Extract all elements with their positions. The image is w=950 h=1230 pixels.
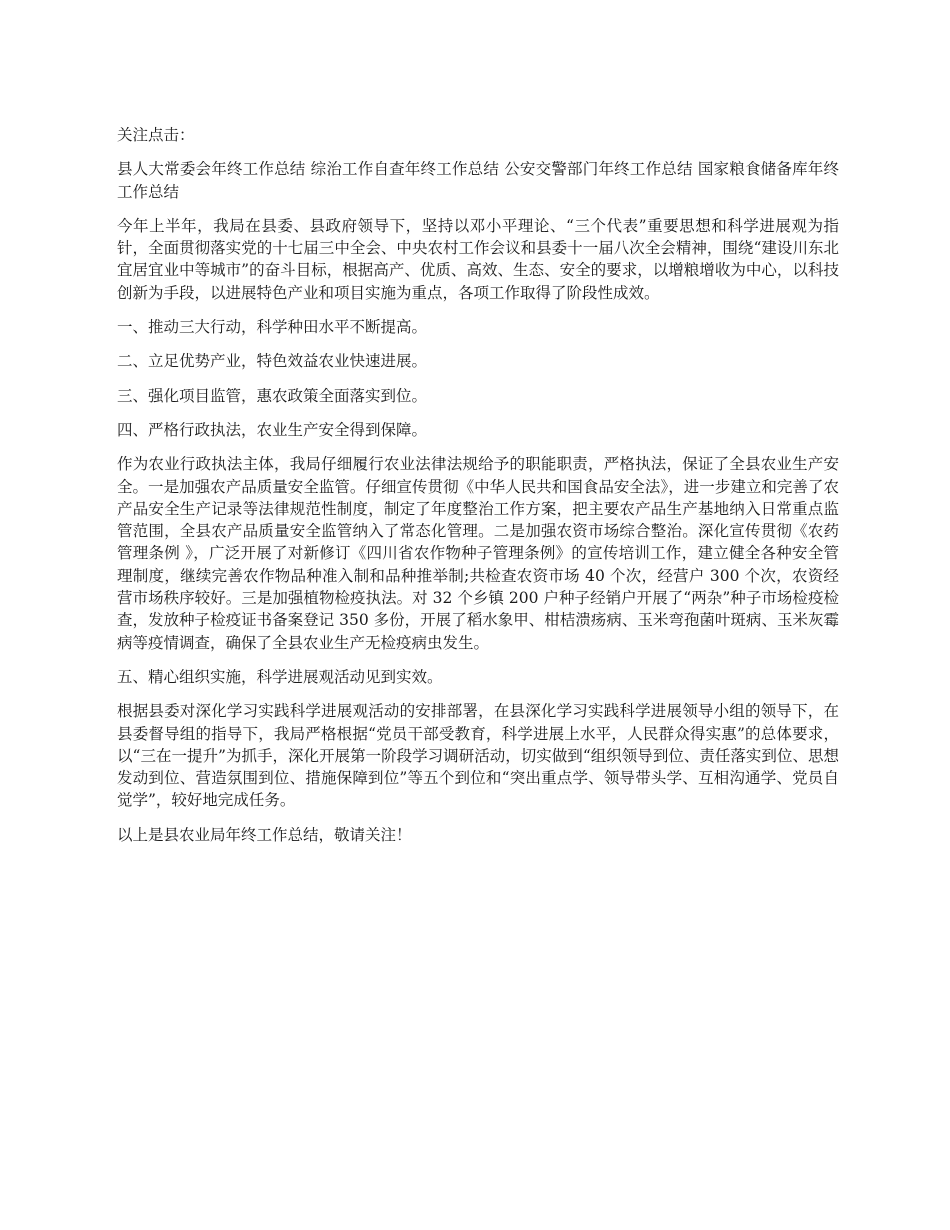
section-heading-2: 二、立足优势产业，特色效益农业快速进展。	[117, 352, 428, 371]
closing-line: 以上是县农业局年终工作总结，敬请关注！	[117, 825, 412, 844]
intro-label: 关注点击：	[117, 126, 195, 144]
section-5-paragraph: 根据县委对深化学习实践科学进展观活动的安排部署，在县深化学习实践科学进展领导小组的领导下，在县委督导组的指导下，我局严格根据“党员干部受教育，科学进展上水平，人民群众得实惠”的总体要求，以“三在一提升”为抓手，深化开展第一阶段学习调研活动，切实做到“组织领导到位、责任落实到位、思想发动到位、营造氛围到位、措施保障到位”等五个到位和“突出重点学、领导带头学、互相沟通学、党员自觉学”，较好地完成任务。	[117, 702, 839, 810]
section-heading-3: 三、强化项目监管，惠农政策全面落实到位。	[117, 386, 428, 405]
section-heading-5: 五、精心组织实施，科学进展观活动见到实效。	[117, 667, 443, 686]
section-4-paragraph: 作为农业行政执法主体，我局仔细履行农业法律法规给予的职能职责，严格执法，保证了全县农业生产安全。一是加强农产品质量安全监管。仔细宣传贯彻《中华人民共和国食品安全法》，进一步建立和完善了农产品安全生产记录等法律规范性制度，制定了年度整治工作方案，把主要农产品生产基地纳入日常重点监管范围，全县农产品质量安全监管纳入了常态化管理。二是加强农资市场综合整治。深化宣传贯彻《农药管理条例 》，广泛开展了对新修订《四川省农作物种子管理条例》的宣传培训工作，建立健全各种安全管理制度，继续完善农作物品种准入制和品种推举制;共检查农资市场 40 个次，经营户 300 个次，农资经营市场秩序较好。三是加强植物检疫执法。对 32 个乡镇 200 户种子经销户开展了“两杂”种子市场检疫检查，发放种子检疫证书备案登记 350 多份，开展了稻水象甲、柑桔溃疡病、玉米弯孢菌叶斑病、玉米灰霉病等疫情调查，确保了全县农业生产无检疫病虫发生。	[117, 455, 839, 652]
section-heading-4: 四、严格行政执法，农业生产安全得到保障。	[117, 420, 428, 439]
document-body	[117, 124, 839, 858]
section-heading-1: 一、推动三大行动，科学种田水平不断提高。	[117, 318, 428, 337]
related-links[interactable]: 县人大常委会年终工作总结 综治工作自查年终工作总结 公安交警部门年终工作总结 国家粮食储备库年终工作总结	[117, 160, 839, 201]
opening-paragraph: 今年上半年，我局在县委、县政府领导下，坚持以邓小平理论、“三个代表”重要思想和科学进展观为指针，全面贯彻落实党的十七届三中全会、中央农村工作会议和县委十一届八次全会精神，围绕“建设川东北宜居宜业中等城市”的奋斗目标，根据高产、优质、高效、生态、安全的要求，以增粮增收为中心，以科技创新为手段，以进展特色产业和项目实施为重点，各项工作取得了阶段性成效。	[117, 216, 839, 302]
